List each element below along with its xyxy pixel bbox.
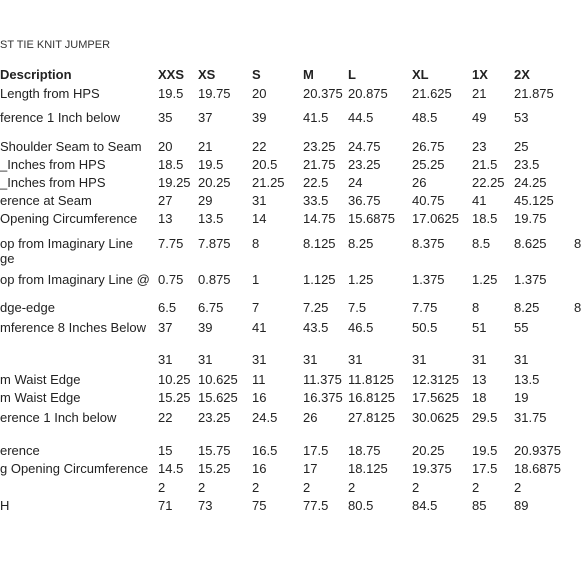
- table-cell: 2: [303, 480, 311, 495]
- table-cell: 31: [303, 352, 318, 367]
- table-cell: 19: [514, 390, 529, 405]
- table-cell: 8.25: [514, 300, 540, 315]
- table-cell: 6.75: [198, 300, 224, 315]
- table-cell: 16.5: [252, 443, 278, 458]
- table-cell: 2: [252, 480, 260, 495]
- table-cell: 17.5: [472, 461, 498, 476]
- table-cell: 31.75: [514, 410, 547, 425]
- table-cell: 41.5: [303, 110, 329, 125]
- table-cell: 1: [252, 272, 260, 287]
- table-cell: 31: [514, 352, 529, 367]
- row-label: _Inches from HPS: [0, 175, 106, 190]
- table-cell: 20.875: [348, 86, 388, 101]
- table-cell: 41: [252, 320, 267, 335]
- column-header-size: XS: [198, 67, 216, 82]
- table-cell: 2: [198, 480, 206, 495]
- table-cell: 7.875: [198, 236, 231, 251]
- table-cell: 2: [514, 480, 522, 495]
- table-cell: 20: [158, 139, 173, 154]
- table-cell: 20.25: [198, 175, 231, 190]
- table-cell: 23.25: [303, 139, 336, 154]
- row-label: Length from HPS: [0, 86, 100, 101]
- table-cell: 46.5: [348, 320, 374, 335]
- table-cell: 31: [158, 352, 173, 367]
- table-cell: 33.5: [303, 193, 329, 208]
- table-cell: 40.75: [412, 193, 445, 208]
- table-cell: 13.5: [514, 372, 540, 387]
- column-header-size: S: [252, 67, 261, 82]
- table-cell: 2: [158, 480, 166, 495]
- table-cell: 22: [158, 410, 173, 425]
- table-cell: 31: [252, 193, 267, 208]
- table-cell: 15.75: [198, 443, 231, 458]
- column-header-size: XL: [412, 67, 429, 82]
- table-cell: 23.5: [514, 157, 540, 172]
- row-label-continuation: ge: [0, 251, 15, 266]
- row-label: op from Imaginary Line: [0, 236, 133, 251]
- table-cell: 24.5: [252, 410, 278, 425]
- table-cell: 7.5: [348, 300, 367, 315]
- table-cell: 43.5: [303, 320, 329, 335]
- table-cell: 14.75: [303, 211, 336, 226]
- table-cell: 20.375: [303, 86, 343, 101]
- table-cell: 2: [472, 480, 480, 495]
- table-cell: 20.25: [412, 443, 445, 458]
- table-cell: 84.5: [412, 498, 438, 513]
- table-cell: 31: [412, 352, 427, 367]
- page-title: ST TIE KNIT JUMPER: [0, 39, 111, 51]
- table-cell: 8.125: [303, 236, 336, 251]
- table-cell: 18.125: [348, 461, 388, 476]
- table-cell: 14.5: [158, 461, 184, 476]
- table-cell: 11.375: [303, 372, 342, 387]
- table-cell: 10.25: [158, 372, 191, 387]
- table-cell: 21.25: [252, 175, 285, 190]
- column-header-size: 1X: [472, 67, 488, 82]
- table-cell: 19.5: [198, 157, 224, 172]
- table-cell: 15.25: [198, 461, 231, 476]
- table-cell: 39: [198, 320, 213, 335]
- table-cell: 6.5: [158, 300, 177, 315]
- table-cell: 13: [158, 211, 173, 226]
- table-cell: 16.8125: [348, 390, 395, 405]
- column-header-size: 2X: [514, 67, 530, 82]
- table-cell: 12.3125: [412, 372, 459, 387]
- table-cell: 50.5: [412, 320, 438, 335]
- table-cell: 22.5: [303, 175, 329, 190]
- table-cell: 16: [252, 461, 267, 476]
- table-cell: 31: [472, 352, 487, 367]
- table-cell: 11.8125: [348, 372, 395, 387]
- table-cell: 21.875: [514, 86, 554, 101]
- table-cell: 18: [472, 390, 487, 405]
- row-label: erence: [0, 443, 40, 458]
- row-label: m Waist Edge: [0, 372, 81, 387]
- row-label: H: [0, 498, 10, 513]
- column-header-size: XXS: [158, 67, 185, 82]
- table-cell: 7: [252, 300, 260, 315]
- table-cell: 19.5: [158, 86, 184, 101]
- table-cell: 19.5: [472, 443, 498, 458]
- table-cell: 29.5: [472, 410, 498, 425]
- table-cell: 7.75: [412, 300, 438, 315]
- table-cell: 14: [252, 211, 267, 226]
- table-cell: 2: [412, 480, 420, 495]
- table-cell: 15.625: [198, 390, 238, 405]
- table-cell: 31: [198, 352, 213, 367]
- table-cell: 18.6875: [514, 461, 561, 476]
- table-cell: 8: [252, 236, 260, 251]
- table-cell: 15.6875: [348, 211, 395, 226]
- table-cell: 11: [252, 372, 266, 387]
- table-cell: 26: [412, 175, 427, 190]
- table-cell: 71: [158, 498, 173, 513]
- table-cell: 30.0625: [412, 410, 459, 425]
- table-cell: 13: [472, 372, 487, 387]
- table-cell: 21.75: [303, 157, 336, 172]
- table-cell: 23: [472, 139, 487, 154]
- table-cell: 1.375: [412, 272, 445, 287]
- row-label: op from Imaginary Line @: [0, 272, 150, 287]
- table-cell: 18.75: [348, 443, 381, 458]
- row-label: mference 8 Inches Below: [0, 320, 146, 335]
- table-cell: 75: [252, 498, 267, 513]
- table-cell: 77.5: [303, 498, 329, 513]
- table-cell: 1.25: [348, 272, 374, 287]
- table-cell: 85: [472, 498, 487, 513]
- table-cell: 19.25: [158, 175, 191, 190]
- table-cell: 15: [158, 443, 173, 458]
- table-cell: 8.5: [472, 236, 491, 251]
- table-cell: 7.75: [158, 236, 184, 251]
- table-cell: 89: [514, 498, 529, 513]
- table-cell: 20.9375: [514, 443, 561, 458]
- table-cell: 35: [158, 110, 173, 125]
- table-cell: 0.75: [158, 272, 184, 287]
- table-cell: 48.5: [412, 110, 438, 125]
- row-label: _Inches from HPS: [0, 157, 106, 172]
- table-cell: 31: [348, 352, 363, 367]
- table-cell: 27.8125: [348, 410, 395, 425]
- table-cell: 15.25: [158, 390, 191, 405]
- table-cell: 18.5: [158, 157, 184, 172]
- table-cell: 73: [198, 498, 213, 513]
- table-cell: 44.5: [348, 110, 374, 125]
- table-cell: 20: [252, 86, 267, 101]
- table-cell: 21.625: [412, 86, 452, 101]
- table-cell: 55: [514, 320, 529, 335]
- table-cell: 10.625: [198, 372, 238, 387]
- table-cell: 24.75: [348, 139, 381, 154]
- table-cell: 8.25: [348, 236, 374, 251]
- table-cell: 1.375: [514, 272, 547, 287]
- table-cell: 23.25: [348, 157, 381, 172]
- table-cell: 37: [198, 110, 213, 125]
- row-label: Shoulder Seam to Seam: [0, 139, 142, 154]
- table-cell: 17.5625: [412, 390, 459, 405]
- table-cell: 2: [348, 480, 356, 495]
- table-cell: 18.5: [472, 211, 498, 226]
- table-cell: 8.625: [514, 236, 547, 251]
- table-cell: 16: [252, 390, 267, 405]
- table-cell: 24.25: [514, 175, 547, 190]
- row-label: erence at Seam: [0, 193, 92, 208]
- table-cell: 37: [158, 320, 173, 335]
- table-cell: 17.5: [303, 443, 329, 458]
- table-cell: 41: [472, 193, 487, 208]
- table-cell-cropped: 8: [574, 300, 581, 315]
- row-label: g Opening Circumference: [0, 461, 149, 476]
- column-header-description: Description: [0, 67, 72, 82]
- table-cell: 21: [198, 139, 213, 154]
- table-cell: 80.5: [348, 498, 374, 513]
- table-cell: 49: [472, 110, 487, 125]
- table-cell: 26: [303, 410, 318, 425]
- table-cell: 20.5: [252, 157, 278, 172]
- table-cell: 17.0625: [412, 211, 459, 226]
- row-label: Opening Circumference: [0, 211, 138, 226]
- table-cell: 21: [472, 86, 487, 101]
- table-cell: 22.25: [472, 175, 505, 190]
- table-cell: 53: [514, 110, 529, 125]
- table-cell: 27: [158, 193, 173, 208]
- table-cell: 13.5: [198, 211, 224, 226]
- table-cell: 25.25: [412, 157, 445, 172]
- table-cell: 26.75: [412, 139, 445, 154]
- table-cell-cropped: 8: [574, 236, 581, 251]
- table-cell: 36.75: [348, 193, 381, 208]
- table-cell: 31: [252, 352, 267, 367]
- table-cell: 0.875: [198, 272, 231, 287]
- table-cell: 16.375: [303, 390, 343, 405]
- row-label: ference 1 Inch below: [0, 110, 120, 125]
- table-cell: 29: [198, 193, 213, 208]
- table-cell: 24: [348, 175, 363, 190]
- table-cell: 17: [303, 461, 318, 476]
- table-cell: 8: [472, 300, 480, 315]
- column-header-size: L: [348, 67, 356, 82]
- table-cell: 22: [252, 139, 267, 154]
- table-cell: 19.75: [514, 211, 547, 226]
- row-label: dge-edge: [0, 300, 55, 315]
- table-cell: 23.25: [198, 410, 231, 425]
- table-cell: 19.75: [198, 86, 231, 101]
- table-cell: 19.375: [412, 461, 452, 476]
- row-label: m Waist Edge: [0, 390, 81, 405]
- table-cell: 21.5: [472, 157, 498, 172]
- table-cell: 25: [514, 139, 529, 154]
- table-cell: 8.375: [412, 236, 445, 251]
- table-cell: 51: [472, 320, 487, 335]
- column-header-size: M: [303, 67, 314, 82]
- row-label: erence 1 Inch below: [0, 410, 117, 425]
- table-cell: 39: [252, 110, 267, 125]
- table-cell: 7.25: [303, 300, 329, 315]
- table-cell: 45.125: [514, 193, 554, 208]
- table-cell: 1.25: [472, 272, 498, 287]
- table-cell: 1.125: [303, 272, 336, 287]
